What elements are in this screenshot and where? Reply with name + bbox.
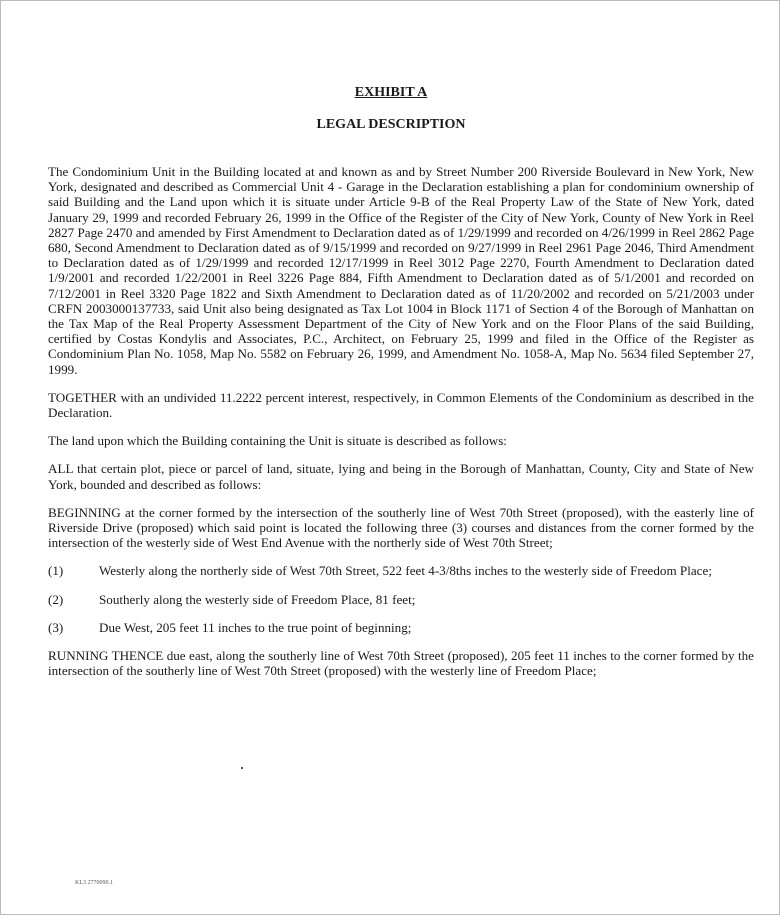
course-number: (3): [48, 619, 64, 635]
course-item: [48, 563, 754, 578]
course-item: [48, 592, 754, 607]
legal-description-heading: LEGAL DESCRIPTION: [316, 117, 466, 132]
course-text: Westerly along the northerly side of West 70th Street, 522 feet 4-3/8ths inches to the westerly side of Freedom Place;: [99, 563, 712, 579]
scan-speck: [241, 767, 243, 769]
beginning-paragraph: BEGINNING at the corner formed by the intersection of the southerly line of West 70th Street (proposed), with the easterly line of Riverside Drive (proposed) which said point is located the following three (3) courses and distances from the corner formed by the intersection of the westerly side of West End Avenue with the northerly side of West 70th Street;: [48, 504, 754, 551]
document-body: [48, 164, 754, 691]
document-id-footer: KL3 2770090.1: [75, 880, 113, 886]
course-number: (1): [48, 563, 64, 579]
course-text: Due West, 205 feet 11 inches to the true point of beginning;: [99, 619, 412, 635]
exhibit-title: EXHIBIT A: [354, 85, 428, 100]
course-item: [48, 620, 754, 635]
land-intro-paragraph: The land upon which the Building containing the Unit is situate is described as follows:: [48, 433, 507, 449]
course-text: Southerly along the westerly side of Freedom Place, 81 feet;: [99, 591, 416, 607]
running-thence-paragraph: RUNNING THENCE due east, along the southerly line of West 70th Street (proposed), 205 feet 11 inches to the corner formed by the intersection of the southerly line of West 70th Street (proposed) with the westerly line of Freedom Place;: [48, 648, 754, 679]
unit-description-paragraph: The Condominium Unit in the Building located at and known as and by Street Number 200 Riverside Boulevard in New York, New York, designated and described as Commercial Unit 4 - Garage in the Declaration establishing a plan for condominium ownership of said Building and the Land upon which it is situate under Article 9-B of the Real Property Law of the State of New York, dated January 29, 1999 and recorded February 26, 1999 in the Office of the Register of the City of New York, County of New York in Reel 2827 Page 2470 and amended by First Amendment to Declaration dated as of 1/29/1999 and recorded on 4/26/1999 in Reel 2862 Page 680, Second Amendment to Declaration dated as of 9/15/1999 and recorded on 9/27/1999 in Reel 2961 Page 2046, Third Amendment to Declaration dated as of 1/29/1999 and recorded 12/17/1999 in Reel 3012 Page 2270, Fourth Amendment to Declaration dated 1/9/2001 and recorded 1/22/2001 in Reel 3226 Page 884, Fifth Amendment to Declaration dated as of 5/1/2001 and recorded on 7/12/2001 in Reel 3320 Page 1822 and Sixth Amendment to Declaration dated as of 11/20/2002 and recorded on 5/21/2003 under CRFN 2003000137733, said Unit also being designated as Tax Lot 1004 in Block 1171 of Section 4 of the Borough of Manhattan on the Tax Map of the Real Property Assessment Department of the City of New York and on the Floor Plans of the said Building, certified by Costas Kondylis and Associates, P.C., Architect, on February 25, 1999 and filed in the Office of the Register as Condominium Plan No. 1058, Map No. 5582 on February 26, 1999, and Amendment No. 1058-A, Map No. 5634 filed September 27, 1999.: [48, 164, 754, 377]
together-paragraph: TOGETHER with an undivided 11.2222 percent interest, respectively, in Common Elements of the Condominium as described in the Declaration.: [48, 389, 754, 421]
all-that-paragraph: ALL that certain plot, piece or parcel of land, situate, lying and being in the Borough of Manhattan, County, City and State of New York, bounded and described as follows:: [48, 461, 754, 492]
course-number: (2): [48, 591, 64, 607]
